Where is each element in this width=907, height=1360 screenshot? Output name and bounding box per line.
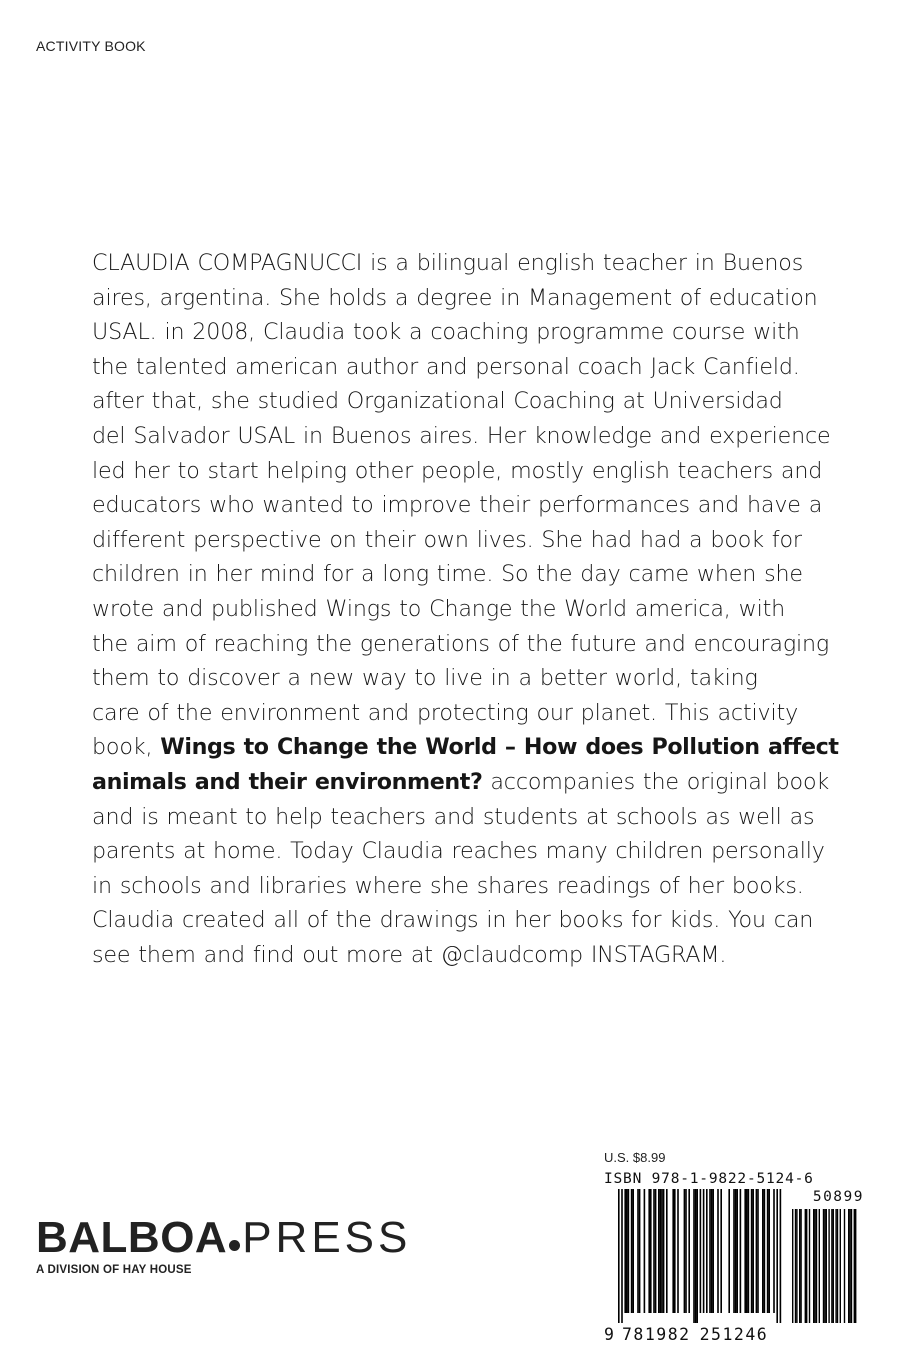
- barcode-bar: [703, 1189, 705, 1313]
- barcode-bar: [677, 1189, 679, 1313]
- bio-line: educators who wanted to improve their performances and have a: [92, 492, 823, 519]
- barcode-bar: [756, 1189, 758, 1313]
- barcode-bar: [655, 1189, 657, 1313]
- bio-line: see them and find out more at @claudcomp INSTAGRAM.: [92, 941, 727, 968]
- barcode-bar: [648, 1189, 650, 1313]
- price-code: 50899: [812, 1189, 864, 1205]
- price-label: U.S. $8.99: [604, 1150, 666, 1165]
- barcode-bar: [773, 1189, 775, 1313]
- barcode-bar: [711, 1189, 713, 1313]
- barcode-bar: [828, 1209, 829, 1323]
- barcode-bar: [746, 1189, 748, 1313]
- bio-text: book,: [92, 734, 161, 761]
- publisher-subtitle: A DIVISION OF HAY HOUSE: [36, 1264, 192, 1276]
- barcode-bar: [712, 1189, 714, 1313]
- barcode-bar: [826, 1209, 827, 1323]
- barcode-bar: [819, 1209, 820, 1323]
- bio-line: USAL. in 2008, Claudia took a coaching programme course with: [92, 319, 800, 346]
- barcode-bar: [735, 1189, 737, 1313]
- publisher-name: [36, 1214, 411, 1262]
- bio-line: after that, she studied Organizational Coaching at Universidad: [92, 388, 783, 415]
- bio-line: [92, 765, 832, 800]
- barcode-bar: [748, 1189, 750, 1313]
- barcode-icon: [604, 1189, 864, 1325]
- barcode-bar: [780, 1189, 782, 1323]
- barcode-bar: [733, 1189, 735, 1313]
- barcode-bar: [639, 1189, 641, 1313]
- barcode-bar: [631, 1189, 633, 1313]
- author-bio: [92, 246, 839, 972]
- barcode-bar: [644, 1189, 646, 1313]
- publisher-name-light: PRESS: [242, 1213, 412, 1262]
- barcode-bar: [709, 1189, 711, 1313]
- barcode-bar: [626, 1189, 628, 1313]
- barcode-bar: [805, 1209, 806, 1323]
- book-title-bold: Wings to Change the World – How does Pollution affect: [160, 734, 839, 761]
- barcode-bar: [809, 1209, 810, 1323]
- bio-line: aires, argentina. She holds a degree in Management of education: [92, 284, 818, 311]
- barcode-bar: [855, 1209, 856, 1323]
- barcode-bar: [835, 1209, 836, 1323]
- barcode-bar: [840, 1209, 841, 1323]
- barcode-bar: [653, 1189, 655, 1313]
- barcode-bar: [695, 1189, 697, 1323]
- barcode-bar: [796, 1209, 797, 1323]
- barcode-bar: [685, 1189, 687, 1313]
- barcode-bar: [663, 1189, 665, 1313]
- bio-line: in schools and libraries where she shares readings of her books.: [92, 872, 804, 899]
- isbn-label: ISBN 978-1-9822-5124-6: [604, 1171, 814, 1187]
- barcode-bar: [666, 1189, 668, 1313]
- barcode-bar: [618, 1189, 620, 1323]
- barcode-bar: [768, 1189, 770, 1313]
- barcode-bar: [795, 1209, 796, 1323]
- bio-line: parents at home. Today Claudia reaches many children personally: [92, 838, 825, 865]
- bio-line: del Salvador USAL in Buenos aires. Her knowledge and experience: [92, 422, 831, 449]
- barcode-bar: [824, 1209, 825, 1323]
- barcode-bar: [849, 1209, 850, 1323]
- bio-line: CLAUDIA COMPAGNUCCI is a bilingual english teacher in Buenos: [92, 250, 804, 276]
- barcode-bar: [813, 1209, 814, 1323]
- barcode-bar: [661, 1189, 663, 1313]
- bio-line: Claudia created all of the drawings in her books for kids. You can: [92, 907, 814, 934]
- barcode-bar: [744, 1189, 746, 1313]
- bio-line: care of the environment and protecting our planet. This activity: [92, 699, 799, 726]
- bio-line: wrote and published Wings to Change the World america, with: [92, 595, 786, 622]
- barcode-bar: [752, 1189, 754, 1313]
- barcode-bar: [637, 1189, 639, 1313]
- barcode-bar: [728, 1189, 730, 1313]
- barcode-bar: [700, 1189, 702, 1313]
- barcode-bar: [767, 1189, 769, 1313]
- barcode-bar: [814, 1209, 815, 1323]
- category-label: ACTIVITY BOOK: [36, 38, 146, 54]
- bio-line: [92, 730, 839, 765]
- ean-group-left: 781982: [622, 1325, 691, 1344]
- barcode-bar: [833, 1209, 834, 1323]
- barcode-bar: [757, 1189, 759, 1313]
- ean-digits: [604, 1325, 777, 1344]
- barcode-bar: [776, 1189, 778, 1323]
- barcode-bar: [658, 1189, 660, 1313]
- ean-group-right: 251246: [699, 1325, 769, 1344]
- barcode-bar: [672, 1189, 674, 1313]
- barcode-bar: [848, 1209, 849, 1323]
- barcode-bar: [736, 1189, 738, 1313]
- barcode-bar: [696, 1189, 698, 1323]
- barcode-bar: [799, 1209, 800, 1323]
- barcode-bar: [800, 1209, 801, 1323]
- barcode-bar: [851, 1209, 852, 1323]
- barcode-bar: [650, 1189, 652, 1313]
- barcode-bar: [720, 1189, 722, 1313]
- barcode-bar: [764, 1189, 766, 1313]
- barcode-bar: [660, 1189, 662, 1313]
- barcode-bar: [674, 1189, 676, 1313]
- barcode-block: [604, 1150, 864, 1349]
- barcode-bar: [717, 1189, 719, 1313]
- bio-line: led her to start helping other people, mostly english teachers and: [92, 457, 823, 484]
- barcode-bar: [624, 1189, 626, 1313]
- ean-first-digit: 9: [604, 1325, 614, 1344]
- book-title-bold: animals and their environment?: [92, 768, 483, 795]
- barcode-bar: [621, 1189, 623, 1323]
- barcode-bar: [684, 1189, 686, 1313]
- barcode-bar: [854, 1209, 855, 1323]
- publisher-logo: [36, 1214, 411, 1276]
- barcode-bar: [693, 1189, 695, 1323]
- bio-text: accompanies the original book: [482, 768, 830, 795]
- barcode-bar: [844, 1209, 845, 1323]
- barcode-area: [604, 1189, 864, 1349]
- bio-line: and is meant to help teachers and students at schools as well as: [92, 803, 815, 830]
- barcode-bar: [837, 1209, 838, 1323]
- publisher-name-bold: BALBOA: [36, 1213, 228, 1262]
- barcode-bar: [632, 1189, 634, 1313]
- barcode-bar: [792, 1209, 793, 1323]
- bio-line: children in her mind for a long time. So the day came when she: [92, 561, 803, 588]
- barcode-bar: [762, 1189, 764, 1313]
- barcode-bar: [806, 1209, 807, 1323]
- bio-line: them to discover a new way to live in a better world, taking: [92, 665, 758, 692]
- barcode-bar: [628, 1189, 630, 1313]
- barcode-bar: [823, 1209, 824, 1323]
- registered-mark-icon: [229, 1240, 240, 1251]
- bio-line: the talented american author and personal coach Jack Canfield.: [92, 353, 800, 380]
- barcode-bar: [751, 1189, 753, 1313]
- barcode-bar: [831, 1209, 832, 1323]
- bio-line: different perspective on their own lives. She had had a book for: [92, 526, 802, 553]
- barcode-bar: [740, 1189, 742, 1313]
- barcode-bar: [688, 1189, 690, 1313]
- barcode-bar: [706, 1189, 708, 1313]
- bio-line: the aim of reaching the generations of the future and encouraging: [92, 630, 830, 657]
- barcode-bar: [816, 1209, 817, 1323]
